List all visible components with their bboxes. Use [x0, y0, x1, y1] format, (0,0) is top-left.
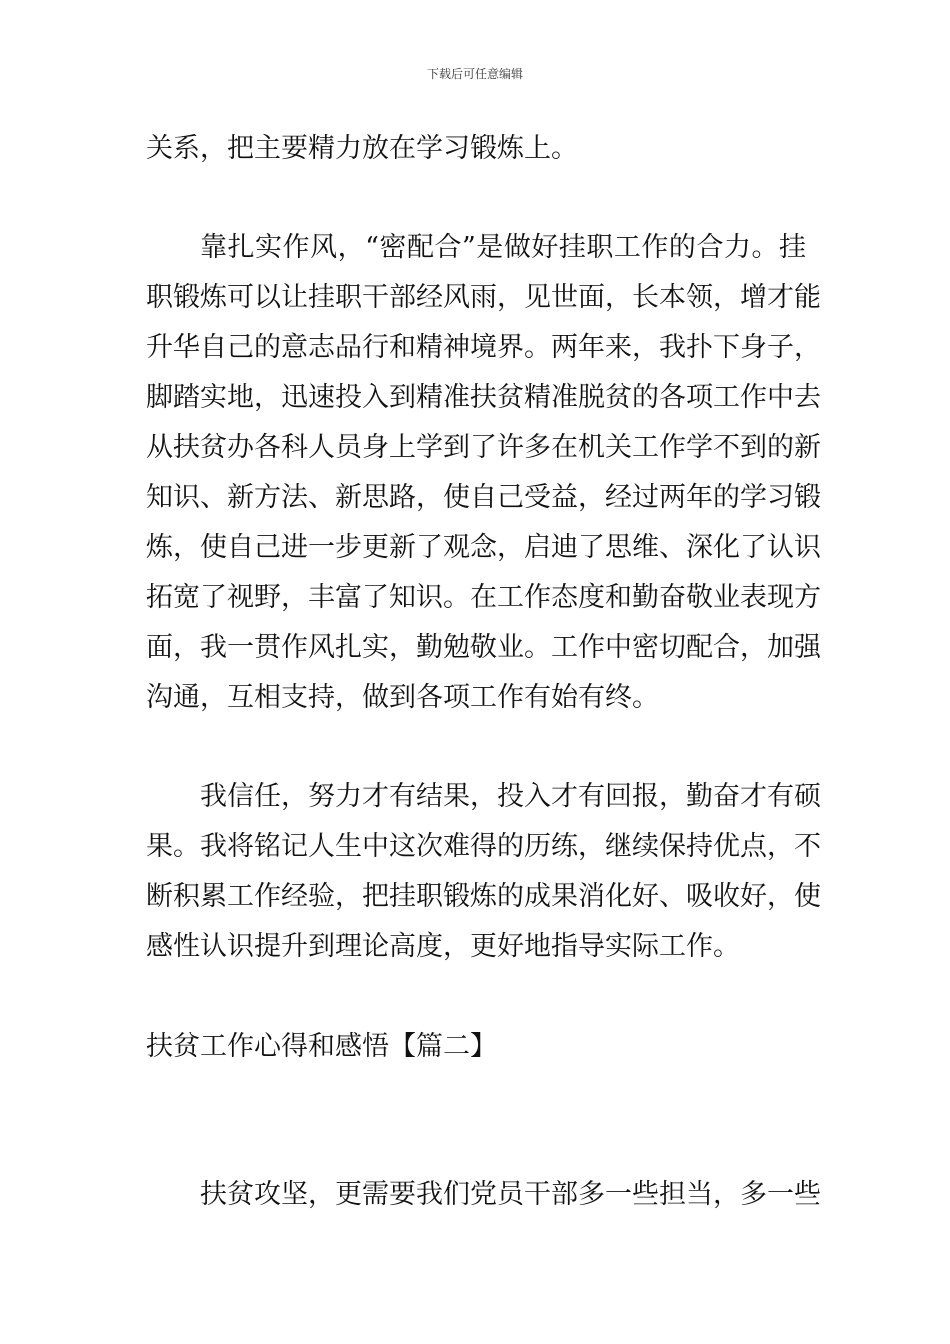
text-line: 知识、新方法、新思路，使自己受益，经过两年的学习锻	[146, 482, 821, 513]
text-line: 沟通，互相支持，做到各项工作有始有终。	[146, 682, 659, 713]
text-line: 扶贫攻坚，更需要我们党员干部多一些担当，多一些	[200, 1179, 821, 1210]
text-line: 关系，把主要精力放在学习锻炼上。	[146, 133, 578, 164]
text-line: 面，我一贯作风扎实，勤勉敬业。工作中密切配合，加强	[146, 632, 821, 663]
text-line: 断积累工作经验，把挂职锻炼的成果消化好、吸收好，使	[146, 881, 821, 912]
page-header: 下载后可任意编辑	[426, 67, 523, 81]
text-line: 从扶贫办各科人员身上学到了许多在机关工作学不到的新	[146, 432, 821, 463]
text-line: 果。我将铭记人生中这次难得的历练，继续保持优点，不	[146, 831, 821, 862]
text-line: 靠扎实作风，“密配合”是做好挂职工作的合力。挂	[200, 232, 806, 263]
section-heading: 扶贫工作心得和感悟【篇二】	[146, 1031, 497, 1062]
text-line: 感性认识提升到理论高度，更好地指导实际工作。	[146, 931, 740, 962]
text-line: 我信任，努力才有结果，投入才有回报，勤奋才有硕	[200, 781, 821, 812]
text-line: 拓宽了视野，丰富了知识。在工作态度和勤奋敬业表现方	[146, 582, 821, 613]
text-line: 炼，使自己进一步更新了观念，启迪了思维、深化了认识	[146, 532, 821, 563]
text-line: 升华自己的意志品行和精神境界。两年来，我扑下身子，	[146, 332, 821, 363]
text-line: 脚踏实地，迅速投入到精准扶贫精准脱贫的各项工作中去	[146, 382, 821, 413]
text-line: 职锻炼可以让挂职干部经风雨，见世面，长本领，增才能	[146, 282, 821, 313]
